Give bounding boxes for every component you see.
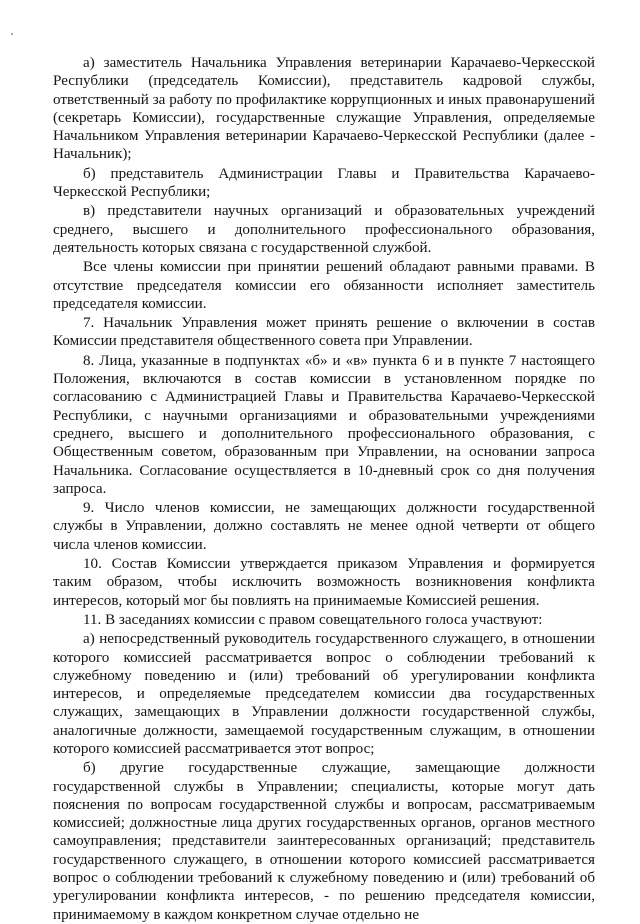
document-page bbox=[53, 54, 595, 924]
paragraph-7: 7. Начальник Управления может принять решение о включении в состав Комиссии представителя общественного совета при Управлении. bbox=[53, 315, 595, 350]
paragraph-6b: б) представитель Администрации Главы и Правительства Карачаево-Черкесской Республики; bbox=[53, 165, 595, 201]
paragraph-6a: а) заместитель Начальника Управления ветеринарии Карачаево-Черкесской Республики (председатель Комиссии), представитель кадровой службы, ответственный за работу по профилактике коррупционных и иных правонарушений (секретарь Комиссии), государственные служащие Управления, определяемые Начальником Управления ветеринарии Карачаево-Черкесской Республики (далее - Начальник); bbox=[53, 55, 595, 163]
paragraph-10: 10. Состав Комиссии утверждается приказом Управления и формируется таким образом, чтобы исключить возможность возникновения конфликта интересов, который мог бы повлиять на принимаемые Комиссией решения. bbox=[53, 556, 595, 609]
scan-speck bbox=[11, 33, 13, 35]
paragraph-equal-rights: Все члены комиссии при принятии решений обладают равными правами. В отсутствие председателя комиссии его обязанности исполняет заместитель председателя комиссии. bbox=[53, 259, 595, 312]
paragraph-11a: а) непосредственный руководитель государственного служащего, в отношении которого комиссией рассматривается вопрос о соблюдении требований к служебному поведению и (или) требований об урегулировании конфликта интересов, и определяемые председателем комиссии два государственных служащих, замещающих в Управлении должности государственной службы, аналогичные должности, замещаемой государственным служащим, в отношении которого комиссией рассматривается этот вопрос; bbox=[53, 631, 595, 757]
paragraph-11b: б) другие государственные служащие, замещающие должности государственной службы в Управлении; специалисты, которые могут дать пояснения по вопросам государственной службы и вопросам, рассматриваемым комиссией; должностные лица других государственных органов, органов местного самоуправления; представители заинтересованных организаций; представитель государственного служащего, в отношении которого комиссией рассматривается вопрос о соблюдении требований к служебному поведению и (или) требований об урегулировании конфликта интересов, - по решению председателя комиссии, принимаемому в каждом конкретном случае отдельно не bbox=[53, 760, 595, 923]
paragraph-11: 11. В заседаниях комиссии с правом совещательного голоса участвуют: bbox=[83, 611, 543, 628]
paragraph-6v: в) представители научных организаций и образовательных учреждений среднего, высшего и дополнительного профессионального образования, деятельность которых связана с государственной службой. bbox=[53, 203, 595, 256]
paragraph-8: 8. Лица, указанные в подпунктах «б» и «в» пункта 6 и в пункте 7 настоящего Положения, включаются в состав комиссии в установленном порядке по согласованию с Администрацией Главы и Правительства Карачаево-Черкесской Республики, с научными организациями и образовательными учреждениями среднего, высшего и дополнительного профессионального образования, с Общественным советом, образованным при Управлении, на основании запроса Начальника. Согласование осуществляется в 10-дневный срок со дня получения запроса. bbox=[53, 352, 595, 497]
paragraph-9: 9. Число членов комиссии, не замещающих должности государственной службы в Управлении, должно составлять не менее одной четверти от общего числа членов комиссии. bbox=[53, 500, 595, 553]
